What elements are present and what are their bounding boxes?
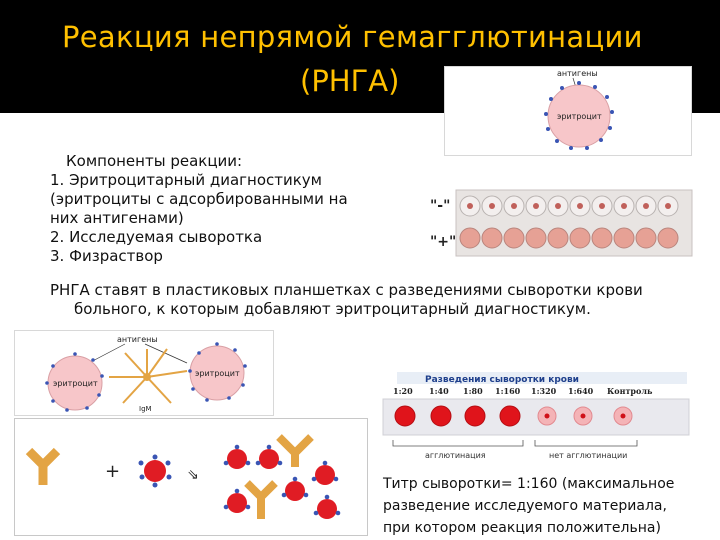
positive-label: "+" bbox=[430, 234, 457, 250]
erythrocyte-diagram bbox=[445, 67, 691, 155]
cell-label: эритроцит bbox=[557, 112, 602, 121]
dilution-label-1: 1:20 bbox=[393, 386, 413, 396]
agglutination-complex bbox=[224, 437, 341, 519]
method-paragraph bbox=[50, 281, 700, 319]
plus-sign: + bbox=[105, 461, 121, 482]
antibody-y-icon bbox=[29, 451, 57, 485]
dilution-label-6: 1:640 bbox=[568, 386, 594, 396]
titer-line1: Титр сыворотки= 1:160 (максимальное bbox=[383, 476, 675, 492]
dilution-label-3: 1:80 bbox=[463, 386, 483, 396]
dilution-diagram bbox=[379, 372, 693, 468]
components-heading: Компоненты реакции: bbox=[66, 152, 243, 170]
titer-line3: при котором реакция положительна) bbox=[383, 520, 661, 536]
arrow-icon: ⇘ bbox=[187, 467, 199, 483]
antibody-bridge-figure bbox=[14, 330, 274, 416]
agglutination-label: агглютинация bbox=[425, 451, 486, 460]
slide-title-line2: (РНГА) bbox=[300, 64, 400, 98]
igm-label: IgM bbox=[139, 405, 152, 413]
well-4 bbox=[500, 406, 520, 426]
well-1 bbox=[395, 406, 415, 426]
antigen-label: антигены bbox=[557, 69, 598, 78]
well-2 bbox=[431, 406, 451, 426]
dilution-label-2: 1:40 bbox=[429, 386, 449, 396]
antigen-label-mid: антигены bbox=[117, 335, 158, 344]
titer-text bbox=[383, 473, 713, 539]
components-list bbox=[50, 152, 380, 266]
negative-label: "-" bbox=[430, 198, 451, 214]
component-1-line1: 1. Эритроцитарный диагностикум bbox=[50, 171, 322, 189]
cell-label-left: эритроцит bbox=[53, 379, 98, 388]
dilution-control-label: Контроль bbox=[607, 386, 653, 396]
dilution-label-5: 1:320 bbox=[531, 386, 557, 396]
component-2: 2. Исследуемая сыворотка bbox=[50, 228, 263, 246]
component-1-line2: (эритроциты с адсорбированными на bbox=[50, 190, 348, 208]
erythrocyte-antigen-figure bbox=[444, 66, 692, 156]
red-cell-icon bbox=[139, 455, 172, 488]
titer-line2: разведение исследуемого материала, bbox=[383, 498, 667, 514]
agglutination-scheme bbox=[14, 418, 368, 536]
dilution-header: Разведения сыворотки крови bbox=[425, 375, 579, 385]
component-3: 3. Физраствор bbox=[50, 247, 163, 265]
no-agglutination-label: нет агглютинации bbox=[549, 451, 628, 460]
slide-title-line1: Реакция непрямой гемагглютинации bbox=[62, 20, 643, 54]
cell-label-right: эритроцит bbox=[195, 369, 240, 378]
component-1-line3: них антигенами) bbox=[50, 209, 184, 227]
paragraph-line1: РНГА ставят в пластиковых планшетках с разведениями сыворотки крови bbox=[50, 281, 643, 299]
paragraph-line2: больного, к которым добавляют эритроцитарный диагностикум. bbox=[74, 300, 591, 318]
plate-photo bbox=[428, 188, 694, 258]
dilution-label-4: 1:160 bbox=[495, 386, 521, 396]
well-3 bbox=[465, 406, 485, 426]
